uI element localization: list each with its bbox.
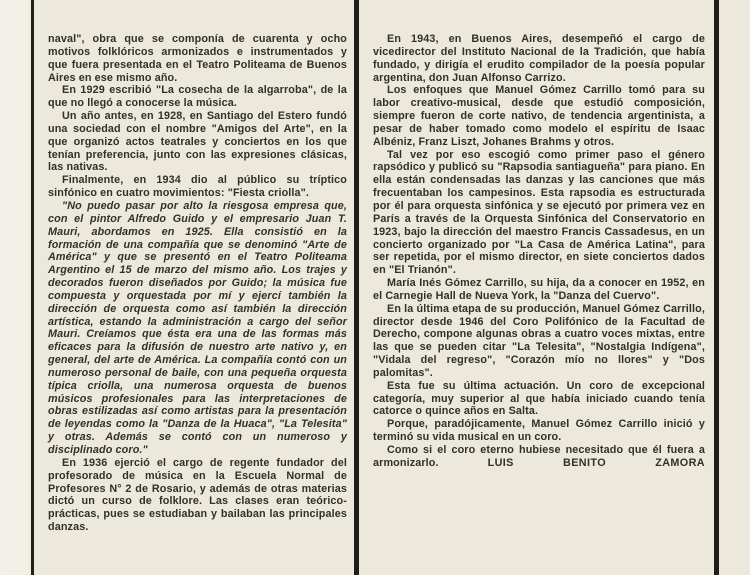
paragraph: En 1943, en Buenos Aires, desempeñó el cargo de vicedirector del Instituto Nacional de la Tradición, que había fundado, y dirigía el erudito compilador de la poesía popular argentina, don Juan Alfonso Carrizo. (373, 33, 705, 84)
quote-paragraph: "No puedo pasar por alto la riesgosa empresa que, con el pintor Alfredo Guido y el empresario Juan T. Mauri, abordamos en 1925. Ella consistió en la formación de una compañía que se denominó "Arte de América" y que se presentó en el Teatro Politeama Argentino el 15 de marzo del mismo año. Los trajes y decorados fueron diseñados por Guido; la música fue compuesta y orquestada por mí y ejercí también la dirección de orquesta como así también la dirección artística, estando la administración a cargo del señor Mauri. Creíamos que ésta era una de las formas más eficaces para la difusión de nuestro arte nativo y, en general, del arte de América. La compañía contó con un numeroso personal de baile, con una pequeña orquesta típica criolla, una numerosa orquesta de buenos músicos profesionales para las interpretaciones de obras estilizadas así como artistas para la presentación de leyendas como la "Danza de la Huaca", "La Telesita" y otras. Además se contó con un numeroso y disciplinado coro." (48, 199, 347, 456)
author-signature: LUIS BENITO ZAMORA (487, 456, 706, 469)
column-divider-rule (354, 0, 359, 575)
text-column-right (373, 33, 705, 470)
paragraph: En 1936 ejerció el cargo de regente fundador del profesorado de música en la Escuela Normal de Profesores N° 2 de Rosario, y además de otras materias dictó un curso de folklore. Las clases eran teórico-prácticas, pues se estudiaban y bailaban las principales danzas. (48, 456, 347, 534)
left-border-rule (31, 0, 34, 575)
paragraph: Los enfoques que Manuel Gómez Carrillo tomó para su labor creativo-musical, desde que estudió composición, siempre fueron de corte nativo, de tendencia argentinista, a pesar de haber tomado como modelo el espíritu de Isaac Albéniz, Franz Liszt, Johanes Brahms y otros. (373, 84, 705, 148)
paragraph: naval", obra que se componía de cuarenta y ocho motivos folklóricos armonizados e instrumentados y que fuera presentada en el Teatro Politeama de Buenos Aires en ese mismo año. (48, 33, 347, 84)
paragraph: Como si el coro eterno hubiese necesitado que él fuera a armonizarlo. LUIS BENITO ZAMORA (373, 444, 706, 469)
paragraph: Tal vez por eso escogió como primer paso el género rapsódico y publicó su "Rapsodia santiagueña" para piano. En ella están condensadas las danzas y las canciones que más frecuentaban los campesinos. Esta rapsodia es estructurada por él para orquesta sinfónica y se ejecutó por primera vez en París a través de la Orquesta Sinfónica del Conservatorio en 1923, bajo la dirección del maestro Francis Cassadesus, en un concierto organizado por "La Casa de América Latina", para ser repetida, por el mismo director, en siete conciertos dados en "El Trianón". (373, 148, 705, 277)
right-border-rule (714, 0, 719, 575)
paragraph: En la última etapa de su producción, Manuel Gómez Carrillo, director desde 1946 del Coro Polifónico de la Facultad de Derecho, compone algunas obras a cuatro voces mixtas, entre las que se pueden citar "La Telesita", "Nostalgia Indígena", "Vidala del regreso", "Corazón mío no llores" y "Dos palomitas". (373, 302, 705, 379)
paragraph: Un año antes, en 1928, en Santiago del Estero fundó una sociedad con el nombre "Amigos del Arte", en la que organizó actos teatrales y conciertos en los que tenían preferencia, junto con las expresiones clásicas, las nativas. (48, 110, 347, 174)
text-column-left (48, 33, 347, 534)
paragraph: Esta fue su última actuación. Un coro de excepcional categoría, muy superior al que había iniciado cuando tenía catorce o quince años en Salta. (373, 379, 705, 418)
paragraph: Porque, paradójicamente, Manuel Gómez Carrillo inició y terminó su vida musical en un coro. (373, 418, 705, 444)
paragraph: En 1929 escribió "La cosecha de la algarroba", de la que no llegó a conocerse la música. (48, 84, 347, 110)
paragraph: María Inés Gómez Carrillo, su hija, da a conocer en 1952, en el Carnegie Hall de Nueva York, la "Danza del Cuervo". (373, 277, 705, 302)
paragraph: Finalmente, en 1934 dio al público su tríptico sinfónico en cuatro movimientos: "Fiesta criolla". (48, 174, 347, 200)
